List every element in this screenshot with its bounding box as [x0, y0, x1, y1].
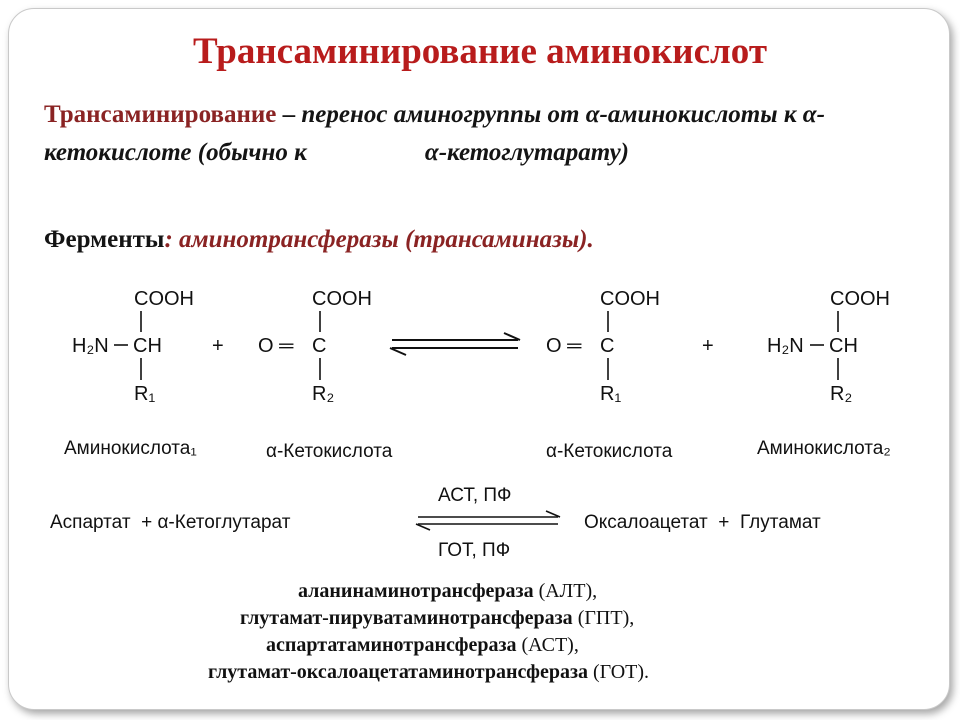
- enzyme-name-line: глутамат-оксалоацетатаминотрансфераза (ГОТ).: [208, 661, 650, 683]
- reaction2-left: Аспартат + α-Кетоглутарат: [50, 512, 291, 533]
- cooh-label: COOH: [312, 288, 372, 310]
- alpha-symbol: α: [802, 101, 817, 128]
- plus-sign: +: [702, 335, 714, 357]
- alpha-symbol: α: [424, 139, 439, 166]
- c-label: C: [600, 335, 615, 357]
- cooh-label: COOH: [134, 288, 194, 310]
- c-label: C: [312, 335, 327, 357]
- reaction2-bottom-enzyme: ГОТ, ПФ: [438, 540, 511, 561]
- keto-acid-1-label: α-Кетокислота: [546, 441, 673, 462]
- reaction2-top-enzyme: АСТ, ПФ: [438, 485, 512, 506]
- definition-text-4: -кетоглутарату): [438, 139, 630, 166]
- amino-acid-2: [767, 288, 890, 405]
- reaction2-right: Оксалоацетат + Глутамат: [584, 512, 821, 533]
- enzymes-label: Ферменты: [44, 226, 165, 253]
- enzymes-colon: :: [164, 226, 180, 253]
- r1-label: R₁: [600, 383, 622, 405]
- r2-label: R₂: [312, 383, 335, 405]
- equilibrium-arrows-2: [416, 511, 560, 530]
- r1-label: R₁: [134, 383, 156, 405]
- definition-text-3: -кетокислоте (обычно к: [44, 101, 825, 166]
- enzyme-name-line: глутамат-пируватаминотрансфераза (ГПТ),: [240, 607, 635, 629]
- definition-text-1: перенос аминогруппы от: [301, 101, 586, 128]
- keto-acid-2: [258, 288, 372, 405]
- ch-label: CH: [133, 335, 162, 357]
- equilibrium-arrows-1: [390, 333, 520, 355]
- plus-sign: +: [212, 335, 224, 357]
- enzyme-name-line: аспартатаминотрансфераза (АСТ),: [266, 634, 579, 656]
- carbonyl-label: O ═: [546, 335, 582, 357]
- ch-label: CH: [829, 335, 858, 357]
- carbonyl-label: O ═: [258, 335, 294, 357]
- definition-text-2: -аминокислоты к: [599, 101, 803, 128]
- cooh-label: COOH: [830, 288, 890, 310]
- definition-dash: –: [276, 101, 302, 128]
- h2n-label: H₂N: [72, 335, 109, 357]
- enzyme-name-line: аланинаминотрансфераза (АЛТ),: [298, 580, 598, 602]
- cooh-label: COOH: [600, 288, 660, 310]
- enzymes-value: аминотрансферазы (трансаминазы).: [179, 226, 594, 253]
- amino-acid-1-label: Аминокислота₁: [64, 438, 197, 459]
- slide-title: Трансаминирование аминокислот: [193, 31, 767, 72]
- keto-acid-1: [546, 288, 660, 405]
- amino-acid-2-label: Аминокислота₂: [757, 438, 891, 459]
- definition-term: Трансаминирование: [44, 101, 277, 128]
- h2n-label: H₂N: [767, 335, 804, 357]
- r2-label: R₂: [830, 383, 853, 405]
- amino-acid-1: [72, 288, 194, 405]
- keto-acid-2-label: α-Кетокислота: [266, 441, 393, 462]
- alpha-symbol: α: [585, 101, 600, 128]
